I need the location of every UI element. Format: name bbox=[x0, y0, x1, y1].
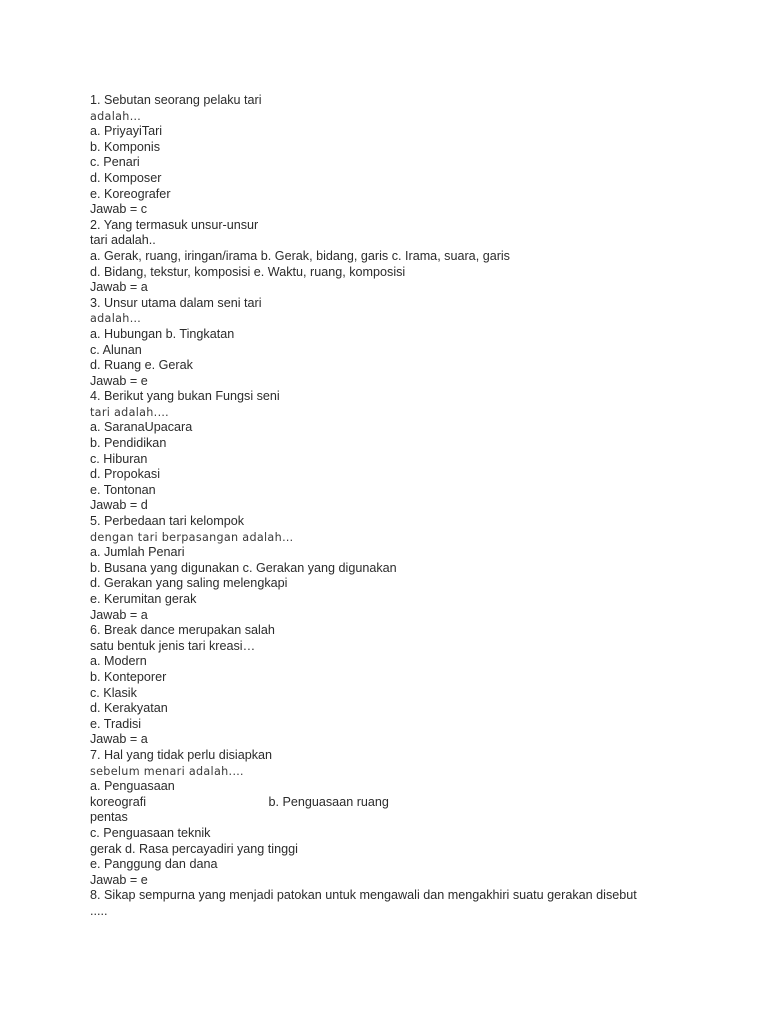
text-line: tari adalah.… bbox=[90, 405, 170, 419]
text-line: 3. Unsur utama dalam seni tari bbox=[90, 295, 262, 310]
text-line: koreografi b. Penguasaan ruang bbox=[90, 794, 389, 809]
text-line: 6. Break dance merupakan salah bbox=[90, 623, 275, 638]
text-line: c. Hiburan bbox=[90, 451, 148, 466]
text-line: e. Tontonan bbox=[90, 482, 156, 497]
text-line: e. Koreografer bbox=[90, 186, 171, 201]
text-line: Jawab = a bbox=[90, 732, 148, 747]
question-text-block bbox=[90, 93, 760, 919]
text-line: d. Komposer bbox=[90, 170, 162, 185]
text-line: ..... bbox=[90, 903, 108, 918]
text-line: a. Gerak, ruang, iringan/irama b. Gerak, bidang, garis c. Irama, suara, garis bbox=[90, 248, 510, 263]
text-line: c. Penguasaan teknik bbox=[90, 825, 211, 840]
text-line: d. Kerakyatan bbox=[90, 701, 168, 716]
text-line: 5. Perbedaan tari kelompok bbox=[90, 514, 245, 529]
text-line: adalah… bbox=[90, 109, 142, 123]
text-line: d. Bidang, tekstur, komposisi e. Waktu, ruang, komposisi bbox=[90, 264, 406, 279]
text-line: d. Propokasi bbox=[90, 467, 161, 482]
text-line: a. Hubungan b. Tingkatan bbox=[90, 326, 235, 341]
text-line: b. Pendidikan bbox=[90, 436, 167, 451]
text-line: d. Gerakan yang saling melengkapi bbox=[90, 576, 288, 591]
text-line: d. Ruang e. Gerak bbox=[90, 358, 193, 373]
text-line: 1. Sebutan seorang pelaku tari bbox=[90, 93, 262, 107]
text-line: satu bentuk jenis tari kreasi… bbox=[90, 638, 256, 653]
text-line: Jawab = a bbox=[90, 280, 148, 295]
text-line: Jawab = d bbox=[90, 498, 148, 513]
text-line: adalah… bbox=[90, 312, 142, 326]
text-line: Jawab = a bbox=[90, 607, 148, 622]
text-line: dengan tari berpasangan adalah… bbox=[90, 530, 294, 544]
text-line: b. Busana yang digunakan c. Gerakan yang digunakan bbox=[90, 560, 397, 575]
text-line: c. Klasik bbox=[90, 685, 137, 700]
text-line: c. Penari bbox=[90, 155, 140, 170]
text-line: sebelum menari adalah.… bbox=[90, 764, 244, 778]
text-line: a. SaranaUpacara bbox=[90, 420, 193, 435]
text-line: a. Jumlah Penari bbox=[90, 545, 185, 560]
text-line: 2. Yang termasuk unsur-unsur bbox=[90, 217, 259, 232]
text-line: e. Kerumitan gerak bbox=[90, 592, 197, 606]
text-line: a. Penguasaan bbox=[90, 779, 175, 794]
text-line: c. Alunan bbox=[90, 342, 142, 357]
text-line: pentas bbox=[90, 810, 128, 825]
text-line: e. Tradisi bbox=[90, 716, 142, 731]
text-line: e. Panggung dan dana bbox=[90, 857, 218, 872]
text-line: b. Konteporer bbox=[90, 669, 167, 684]
text-line: a. PriyayiTari bbox=[90, 124, 163, 139]
text-line: tari adalah.. bbox=[90, 233, 156, 248]
text-line: gerak d. Rasa percayadiri yang tinggi bbox=[90, 841, 298, 856]
text-line: 4. Berikut yang bukan Fungsi seni bbox=[90, 389, 280, 404]
text-line: 7. Hal yang tidak perlu disiapkan bbox=[90, 747, 273, 762]
text-line: Jawab = e bbox=[90, 872, 148, 887]
text-line: 8. Sikap sempurna yang menjadi patokan untuk mengawali dan mengakhiri suatu gerakan disebut bbox=[90, 888, 637, 903]
text-line: a. Modern bbox=[90, 654, 147, 669]
text-line: Jawab = c bbox=[90, 202, 148, 217]
text-line: b. Komponis bbox=[90, 139, 161, 154]
text-line: Jawab = e bbox=[90, 373, 148, 388]
